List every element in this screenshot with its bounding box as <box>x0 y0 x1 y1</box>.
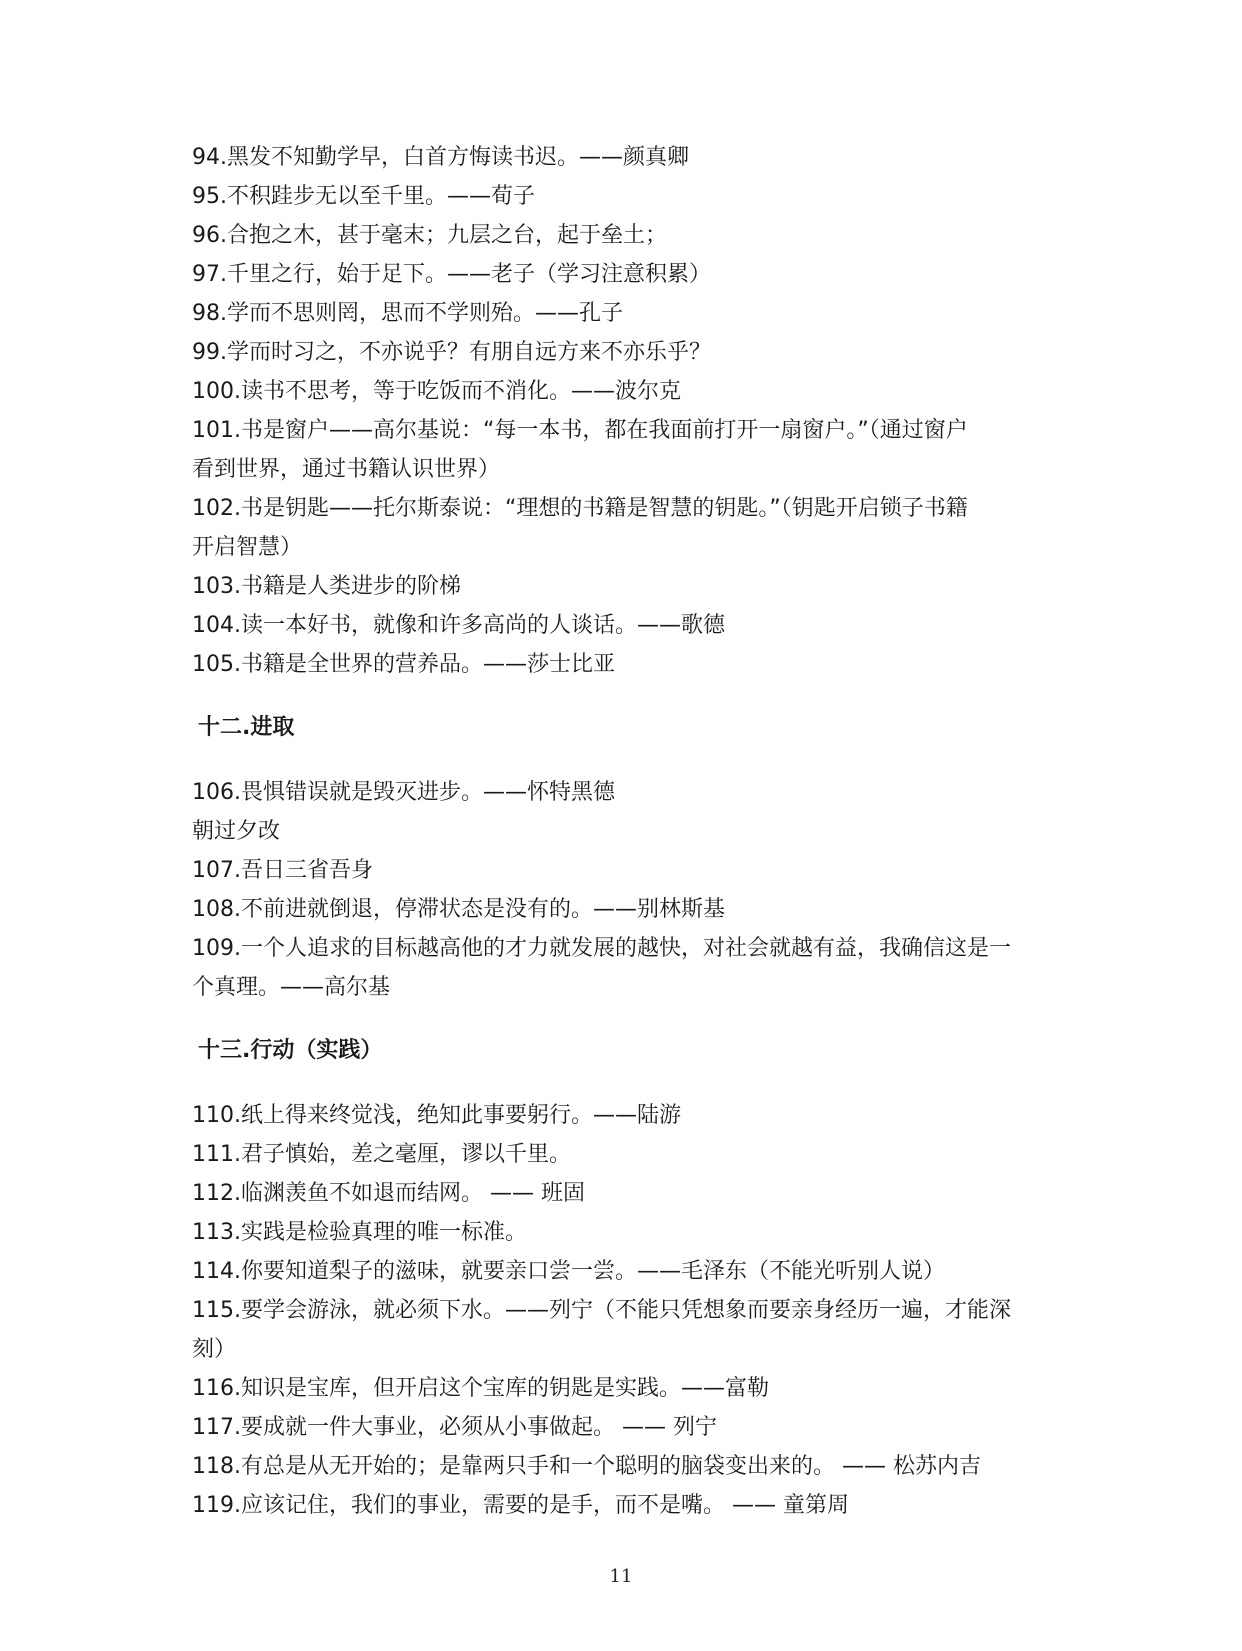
quote-line: 115.要学会游泳，就必须下水。——列宁（不能只凭想象而要亲身经历一遍，才能深 <box>192 1298 1011 1323</box>
quote-line: 个真理。——高尔基 <box>192 975 391 1000</box>
quote-line: 101.书是窗户——高尔基说：“每一本书，都在我面前打开一扇窗户。”（通过窗户 <box>192 418 968 443</box>
page-content <box>192 138 1052 1525</box>
section-heading-jinqu: 十二.进取 <box>198 715 295 740</box>
quote-line: 102.书是钥匙——托尔斯泰说：“理想的书籍是智慧的钥匙。”（钥匙开启锁子书籍 <box>192 496 968 521</box>
quote-line: 113.实践是检验真理的唯一标准。 <box>192 1220 527 1245</box>
quote-line: 106.畏惧错误就是毁灭进步。——怀特黑德 <box>192 780 615 805</box>
quote-line: 112.临渊羡鱼不如退而结网。 —— 班固 <box>192 1181 585 1206</box>
quote-line: 108.不前进就倒退，停滞状态是没有的。——别林斯基 <box>192 897 725 922</box>
quote-line: 100.读书不思考，等于吃饭而不消化。——波尔克 <box>192 379 681 404</box>
quote-line: 96.合抱之木，甚于毫末；九层之台，起于垒土； <box>192 223 667 248</box>
quote-line: 111.君子慎始，差之毫厘，谬以千里。 <box>192 1142 571 1167</box>
quote-line: 94.黑发不知勤学早，白首方悔读书迟。——颜真卿 <box>192 145 689 170</box>
quote-line: 107.吾日三省吾身 <box>192 858 373 883</box>
quote-line: 104.读一本好书，就像和许多高尚的人谈话。——歌德 <box>192 613 725 638</box>
quote-line: 95.不积跬步无以至千里。——荀子 <box>192 184 535 209</box>
quote-line: 97.千里之行，始于足下。——老子（学习注意积累） <box>192 262 711 287</box>
quote-line: 开启智慧） <box>192 535 303 560</box>
quote-line: 105.书籍是全世界的营养品。——莎士比亚 <box>192 652 615 677</box>
quote-line: 看到世界，通过书籍认识世界） <box>192 457 501 482</box>
quote-line: 114.你要知道梨子的滋味，就要亲口尝一尝。——毛泽东（不能光听别人说） <box>192 1259 945 1284</box>
quote-line: 朝过夕改 <box>192 819 281 844</box>
quote-line: 119.应该记住，我们的事业，需要的是手，而不是嘴。 —— 童第周 <box>192 1493 849 1518</box>
quote-line: 99.学而时习之，不亦说乎？有朋自远方来不亦乐乎？ <box>192 340 711 365</box>
quote-line: 109.一个人追求的目标越高他的才力就发展的越快，对社会就越有益，我确信这是一 <box>192 936 1011 961</box>
quote-line: 116.知识是宝库，但开启这个宝库的钥匙是实践。——富勒 <box>192 1376 769 1401</box>
quote-line: 118.有总是从无开始的；是靠两只手和一个聪明的脑袋变出来的。 —— 松苏内吉 <box>192 1454 981 1479</box>
quote-line: 117.要成就一件大事业，必须从小事做起。 —— 列宁 <box>192 1415 717 1440</box>
quote-line: 110.纸上得来终觉浅，绝知此事要躬行。——陆游 <box>192 1103 681 1128</box>
quote-line: 刻） <box>192 1337 237 1362</box>
quote-line: 103.书籍是人类进步的阶梯 <box>192 574 461 599</box>
section-heading-xingdong: 十三.行动（实践） <box>198 1038 383 1063</box>
quote-line: 98.学而不思则罔，思而不学则殆。——孔子 <box>192 301 623 326</box>
page-number: 11 <box>609 1566 633 1587</box>
